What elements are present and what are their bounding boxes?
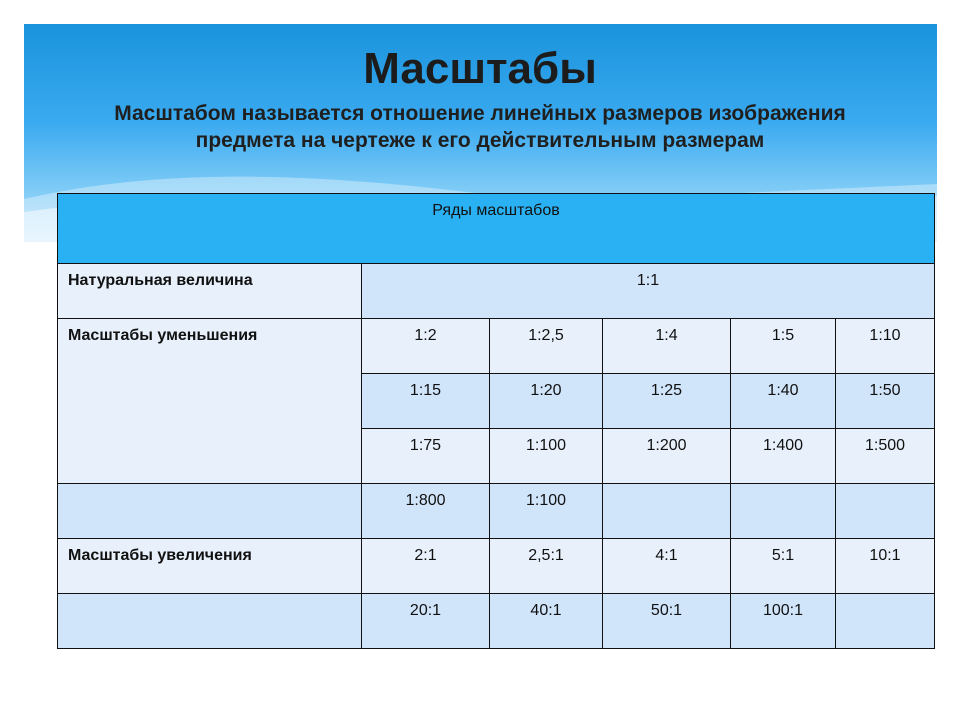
table-cell: 1:100	[490, 484, 603, 539]
table-cell: 1:400	[731, 429, 836, 484]
definition-text	[40, 100, 920, 154]
definition-line-1: Масштабом называется отношение линейных размеров изображения	[114, 102, 846, 125]
table-cell	[836, 484, 935, 539]
row-label	[58, 594, 362, 649]
table-cell: 1:100	[490, 429, 603, 484]
table-cell: 1:200	[603, 429, 731, 484]
row-label: Масштабы уменьшения	[58, 319, 362, 484]
row-label: Натуральная величина	[58, 264, 362, 319]
table-cell: 1:500	[836, 429, 935, 484]
table-cell: 1:25	[603, 374, 731, 429]
table-cell: 2:1	[362, 539, 490, 594]
table-cell: 100:1	[731, 594, 836, 649]
table-cell: 4:1	[603, 539, 731, 594]
table-cell: 10:1	[836, 539, 935, 594]
table-cell: 5:1	[731, 539, 836, 594]
table-cell: 1:1	[362, 264, 935, 319]
table-row	[58, 539, 935, 594]
table-row	[58, 319, 935, 374]
table-cell: 20:1	[362, 594, 490, 649]
table-row	[58, 264, 935, 319]
page-title: Масштабы	[363, 44, 597, 93]
scales-table	[57, 193, 935, 649]
table-cell: 1:50	[836, 374, 935, 429]
row-label	[58, 484, 362, 539]
table-cell: 1:10	[836, 319, 935, 374]
table-row	[58, 484, 935, 539]
table-cell: 1:2,5	[490, 319, 603, 374]
table-cell	[731, 484, 836, 539]
table-cell	[603, 484, 731, 539]
table-cell: 1:800	[362, 484, 490, 539]
row-label: Масштабы увеличения	[58, 539, 362, 594]
table-cell: 50:1	[603, 594, 731, 649]
table-cell	[836, 594, 935, 649]
table-cell: 1:40	[731, 374, 836, 429]
table-cell: 1:20	[490, 374, 603, 429]
table-row	[58, 594, 935, 649]
table-header-row	[58, 194, 935, 264]
table-cell: 1:5	[731, 319, 836, 374]
table-cell: 1:75	[362, 429, 490, 484]
table-cell: 1:4	[603, 319, 731, 374]
table-cell: 40:1	[490, 594, 603, 649]
table-cell: 2,5:1	[490, 539, 603, 594]
table-cell: 1:2	[362, 319, 490, 374]
table-header: Ряды масштабов	[58, 194, 935, 264]
definition-line-2: предмета на чертеже к его действительным размерам	[195, 129, 765, 152]
table-cell: 1:15	[362, 374, 490, 429]
